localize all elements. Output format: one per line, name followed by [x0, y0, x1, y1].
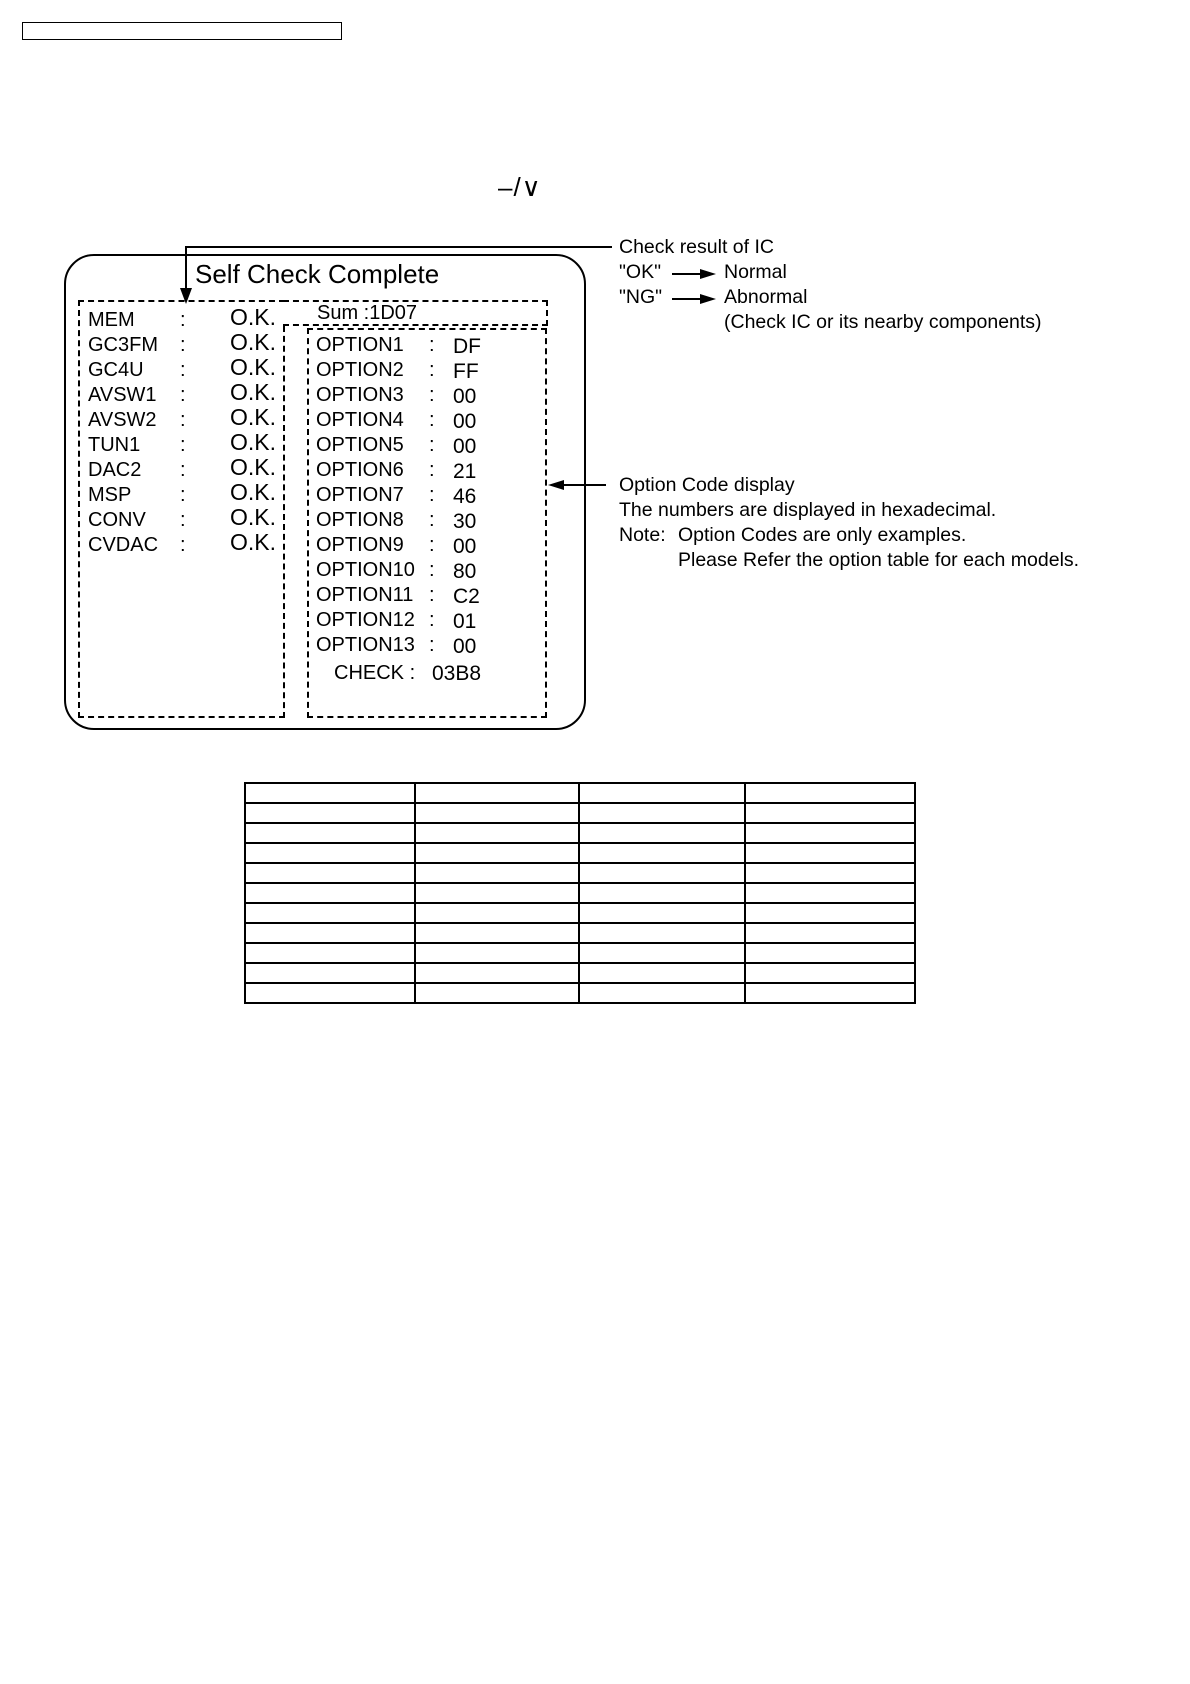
option-title: Option Code display [619, 474, 795, 496]
ic-name: GC4U [88, 359, 144, 381]
table-row [245, 883, 915, 903]
table-cell [245, 783, 415, 803]
option-colon: : [429, 484, 435, 506]
table-cell [245, 943, 415, 963]
ic-status: O.K. [230, 329, 277, 355]
table-cell [245, 923, 415, 943]
ic-status: O.K. [230, 429, 277, 455]
table-cell [245, 863, 415, 883]
option-name: OPTION5 [316, 434, 404, 456]
table-cell [745, 803, 915, 823]
table-cell [415, 863, 579, 883]
ok-label: "OK" [619, 261, 662, 283]
table-cell [745, 883, 915, 903]
table-cell [745, 823, 915, 843]
table-cell [415, 963, 579, 983]
option-colon: : [429, 509, 435, 531]
ic-name: CVDAC [88, 534, 159, 556]
option-value: 46 [453, 485, 477, 508]
option-name: OPTION11 [316, 584, 414, 606]
option-value: 00 [453, 435, 477, 458]
table-cell [245, 803, 415, 823]
ic-colon: : [180, 509, 186, 531]
option-colon: : [429, 634, 435, 656]
note-line-1: Option Codes are only examples. [678, 524, 967, 546]
option-name: OPTION10 [316, 559, 415, 581]
ng-arrowhead [700, 294, 716, 304]
option-value: FF [453, 360, 479, 383]
option-name: OPTION6 [316, 459, 404, 481]
ic-result-leader [186, 247, 612, 292]
table-cell [415, 903, 579, 923]
option-value: 00 [453, 535, 477, 558]
ok-meaning: Normal [724, 261, 787, 283]
option-value: 00 [453, 410, 477, 433]
ic-status: O.K. [230, 379, 277, 405]
option-name: OPTION12 [316, 609, 415, 631]
table-cell [745, 783, 915, 803]
option-value: 30 [453, 510, 477, 533]
table-cell [415, 803, 579, 823]
table-cell [415, 923, 579, 943]
option-arrowhead [548, 480, 564, 490]
table-row [245, 823, 915, 843]
option-name: OPTION4 [316, 409, 404, 431]
table-cell [579, 843, 746, 863]
table-cell [579, 943, 746, 963]
table-cell [745, 923, 915, 943]
option-colon: : [429, 409, 435, 431]
ic-status: O.K. [230, 304, 277, 330]
option-value: DF [453, 335, 481, 358]
table-row [245, 903, 915, 923]
option-name: OPTION3 [316, 384, 404, 406]
option-colon: : [429, 609, 435, 631]
table-cell [245, 883, 415, 903]
ng-hint: (Check IC or its nearby components) [724, 311, 1042, 333]
table-cell [579, 783, 746, 803]
check-value: 03B8 [432, 662, 482, 685]
note-label: Note: [619, 524, 666, 546]
ok-arrowhead [700, 269, 716, 279]
option-table [244, 782, 916, 1004]
ic-result-arrowhead [180, 288, 192, 304]
ic-status: O.K. [230, 479, 277, 505]
table-cell [745, 843, 915, 863]
option-name: OPTION2 [316, 359, 404, 381]
table-cell [579, 863, 746, 883]
table-row [245, 943, 915, 963]
screen-title: Self Check Complete [195, 259, 440, 289]
ic-status: O.K. [230, 404, 277, 430]
table-cell [245, 963, 415, 983]
option-name: OPTION7 [316, 484, 404, 506]
table-row [245, 963, 915, 983]
option-colon: : [429, 359, 435, 381]
ic-name: TUN1 [88, 434, 141, 456]
table-row [245, 843, 915, 863]
table-cell [579, 883, 746, 903]
table-cell [415, 843, 579, 863]
ic-status: O.K. [230, 504, 277, 530]
table-cell [745, 983, 915, 1003]
table-row [245, 803, 915, 823]
ic-colon: : [180, 359, 186, 381]
ic-colon: : [180, 434, 186, 456]
option-colon: : [429, 534, 435, 556]
ng-meaning: Abnormal [724, 286, 808, 308]
table-cell [745, 863, 915, 883]
table-cell [745, 943, 915, 963]
table-cell [415, 983, 579, 1003]
table-row [245, 923, 915, 943]
ic-colon: : [180, 484, 186, 506]
table-cell [245, 983, 415, 1003]
ic-name: AVSW2 [88, 409, 157, 431]
ic-colon: : [180, 384, 186, 406]
ic-colon: : [180, 409, 186, 431]
table-cell [415, 943, 579, 963]
option-name: OPTION1 [316, 334, 404, 356]
table-cell [415, 883, 579, 903]
option-value: 01 [453, 610, 477, 633]
table-cell [245, 823, 415, 843]
table-cell [579, 983, 746, 1003]
table-cell [579, 923, 746, 943]
ic-name: MEM [88, 309, 135, 331]
table-cell [745, 903, 915, 923]
ic-name: MSP [88, 484, 132, 506]
table-cell [579, 823, 746, 843]
option-colon: : [429, 559, 435, 581]
check-result-title: Check result of IC [619, 236, 774, 258]
option-name: OPTION9 [316, 534, 404, 556]
table-cell [579, 963, 746, 983]
option-colon: : [429, 384, 435, 406]
table-cell [579, 903, 746, 923]
ic-name: DAC2 [88, 459, 142, 481]
ng-label: "NG" [619, 286, 663, 308]
option-value: 21 [453, 460, 477, 483]
note-line-2: Please Refer the option table for each models. [678, 549, 1080, 571]
option-table-body [245, 783, 915, 1003]
table-cell [415, 783, 579, 803]
option-colon: : [429, 334, 435, 356]
option-colon: : [429, 434, 435, 456]
ic-status: O.K. [230, 454, 277, 480]
option-name: OPTION13 [316, 634, 415, 656]
remote-symbol: –/∨ [498, 172, 542, 202]
ic-colon: : [180, 309, 186, 331]
sum-value: Sum :1D07 [317, 302, 418, 324]
ic-colon: : [180, 534, 186, 556]
option-colon: : [429, 584, 435, 606]
option-value: C2 [453, 585, 480, 608]
option-name: OPTION8 [316, 509, 404, 531]
table-row [245, 863, 915, 883]
check-label: CHECK : [334, 662, 416, 684]
table-row [245, 983, 915, 1003]
ic-name: CONV [88, 509, 146, 531]
table-cell [245, 903, 415, 923]
ic-colon: : [180, 459, 186, 481]
table-cell [579, 803, 746, 823]
option-hex-note: The numbers are displayed in hexadecimal. [619, 499, 997, 521]
option-value: 00 [453, 385, 477, 408]
ic-colon: : [180, 334, 186, 356]
option-value: 80 [453, 560, 477, 583]
ic-status: O.K. [230, 354, 277, 380]
option-colon: : [429, 459, 435, 481]
ic-name: GC3FM [88, 334, 158, 356]
ic-name: AVSW1 [88, 384, 157, 406]
table-cell [245, 843, 415, 863]
table-cell [415, 823, 579, 843]
table-row [245, 783, 915, 803]
table-cell [745, 963, 915, 983]
option-value: 00 [453, 635, 477, 658]
ic-status: O.K. [230, 529, 277, 555]
